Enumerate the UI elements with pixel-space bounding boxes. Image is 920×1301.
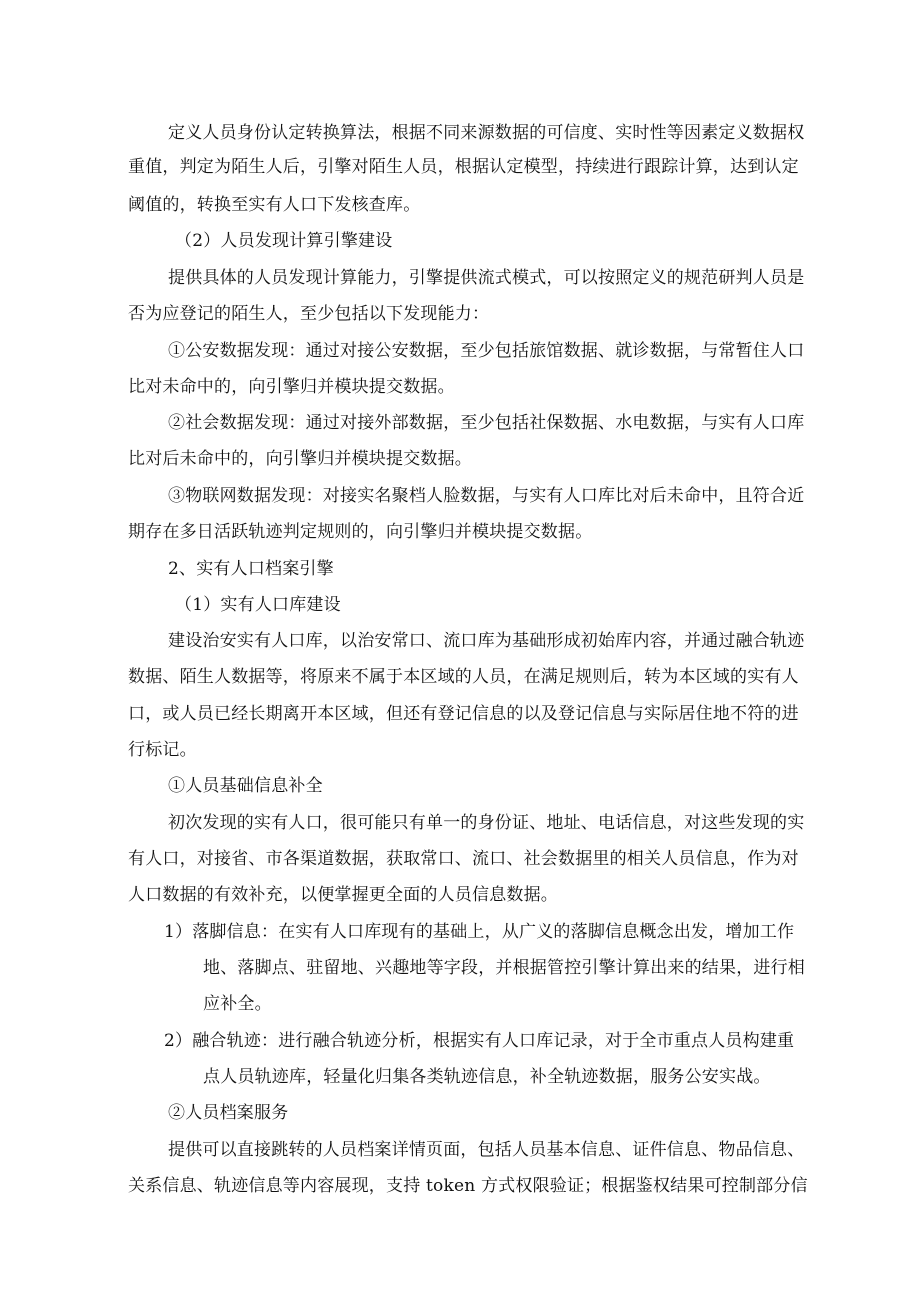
- section-heading: ②人员档案服务: [168, 1103, 289, 1123]
- body-text-line: 比对后未命中的，向引擎归并模块提交数据。: [128, 449, 472, 469]
- section-heading: ①人员基础信息补全: [168, 776, 323, 796]
- list-item-text: 2）融合轨迹：进行融合轨迹分析，根据实有人口库记录，对于全市重点人员构建重: [164, 1031, 795, 1051]
- body-text-line: 初次发现的实有人口，很可能只有单一的身份证、地址、电话信息，对这些发现的实: [168, 813, 805, 833]
- body-text-line: 人口数据的有效补充，以便掌握更全面的人员信息数据。: [128, 885, 558, 905]
- list-item-text: 点人员轨迹库，轻量化归集各类轨迹信息，补全轨迹数据，服务公安实战。: [203, 1067, 771, 1087]
- body-text-line: 数据、陌生人数据等，将原来不属于本区域的人员，在满足规则后，转为本区域的实有人: [128, 667, 799, 687]
- body-text-line: 提供可以直接跳转的人员档案详情页面，包括人员基本信息、证件信息、物品信息、: [168, 1140, 805, 1160]
- body-text-line: 关系信息、轨迹信息等内容展现，支持 token 方式权限验证；根据鉴权结果可控制部分信: [128, 1176, 808, 1196]
- body-text-line: 行标记。: [128, 740, 197, 760]
- body-text-line: ②社会数据发现：通过对接外部数据，至少包括社保数据、水电数据，与实有人口库: [168, 413, 805, 433]
- section-heading: （1）实有人口库建设: [175, 595, 341, 615]
- body-text-line: ③物联网数据发现：对接实名聚档人脸数据，与实有人口库比对后未命中，且符合近: [168, 486, 805, 506]
- section-heading: 2、实有人口档案引擎: [168, 559, 334, 579]
- body-text-line: 提供具体的人员发现计算能力，引擎提供流式模式，可以按照定义的规范研判人员是: [168, 268, 805, 288]
- body-text-line: 定义人员身份认定转换算法，根据不同来源数据的可信度、实时性等因素定义数据权: [168, 123, 805, 143]
- body-text-line: 有人口，对接省、市各渠道数据，获取常口、流口、社会数据里的相关人员信息，作为对: [128, 849, 799, 869]
- body-text-line: 口，或人员已经长期离开本区域，但还有登记信息的以及登记信息与实际居住地不符的进: [128, 704, 799, 724]
- list-item-text: 1）落脚信息：在实有人口库现有的基础上，从广义的落脚信息概念出发，增加工作: [164, 922, 795, 942]
- section-heading: （2）人员发现计算引擎建设: [175, 231, 393, 251]
- body-text-line: ①公安数据发现：通过对接公安数据，至少包括旅馆数据、就诊数据，与常暂住人口: [168, 341, 805, 361]
- body-text-line: 重值，判定为陌生人后，引擎对陌生人员，根据认定模型，持续进行跟踪计算，达到认定: [128, 157, 799, 177]
- list-item-text: 应补全。: [203, 994, 272, 1014]
- body-text-line: 比对未命中的，向引擎归并模块提交数据。: [128, 377, 455, 397]
- body-text-line: 阈值的，转换至实有人口下发核查库。: [128, 195, 421, 215]
- body-text-line: 建设治安实有人口库，以治安常口、流口库为基础形成初始库内容，并通过融合轨迹: [168, 631, 805, 651]
- body-text-line: 期存在多日活跃轨迹判定规则的，向引擎归并模块提交数据。: [128, 522, 593, 542]
- list-item-text: 地、落脚点、驻留地、兴趣地等字段，并根据管控引擎计算出来的结果，进行相: [203, 958, 805, 978]
- body-text-line: 否为应登记的陌生人，至少包括以下发现能力：: [128, 304, 490, 324]
